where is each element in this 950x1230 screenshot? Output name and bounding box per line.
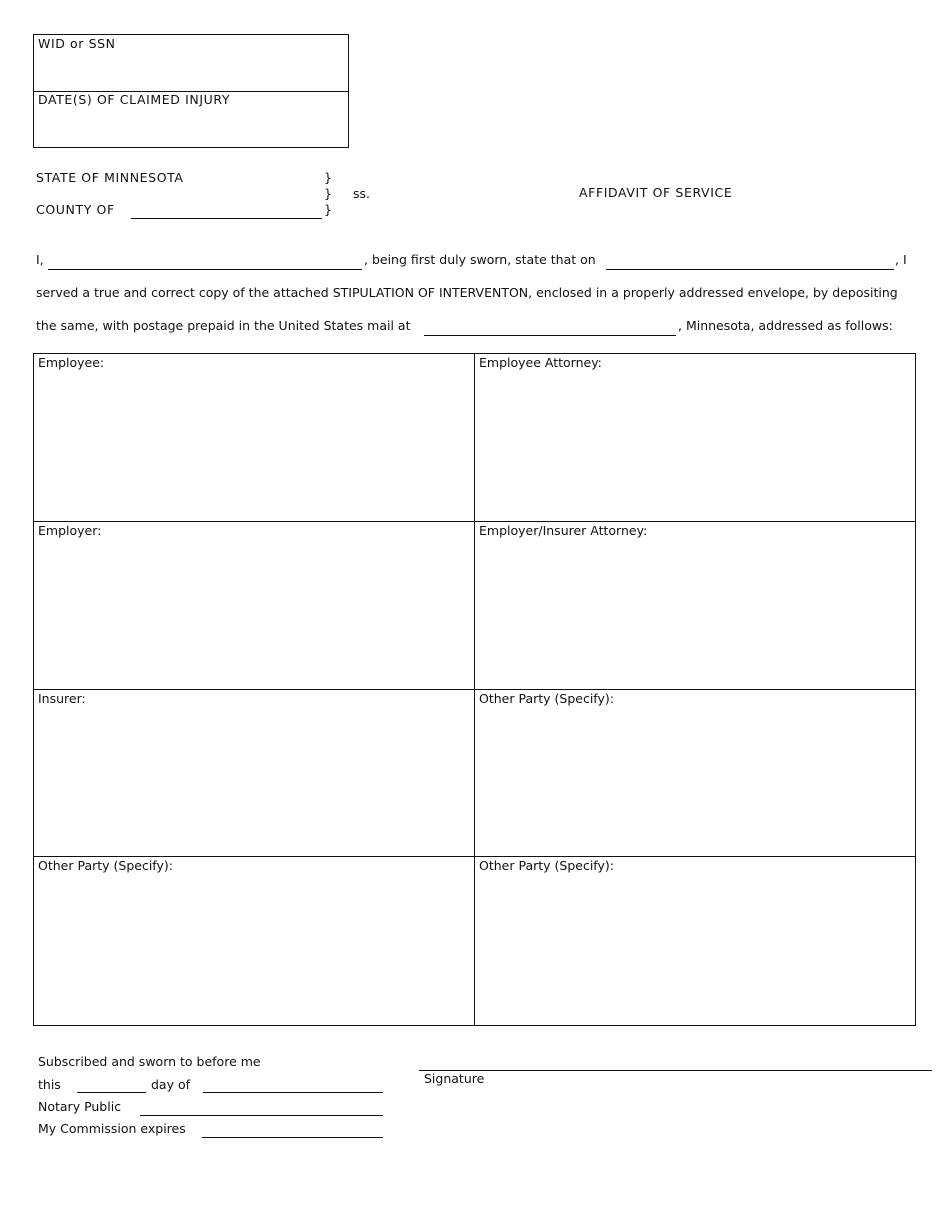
brace-3: } [324,202,332,217]
other-party-cell-2[interactable] [34,857,475,1025]
party-address-grid [33,353,916,1026]
wid-label: WID or SSN [38,36,116,51]
notary-public-field[interactable] [140,1115,383,1116]
body-line-2-rest: , enclosed in a properly addressed envelope, by depositing [528,285,898,300]
commission-label: My Commission expires [38,1121,186,1136]
employer-insurer-attorney-cell[interactable] [475,522,915,690]
document-name: STIPULATION OF INTERVENTON [332,285,529,300]
this-label: this [38,1077,61,1092]
service-date-field[interactable] [606,269,894,270]
mail-city-field[interactable] [424,335,676,336]
body-line-2 [36,285,898,300]
signature-label: Signature [424,1071,485,1086]
employer-cell[interactable] [34,522,475,690]
employee-attorney-cell[interactable] [475,354,915,522]
cell-label: Employee: [38,355,105,370]
wid-input[interactable] [34,52,346,88]
cell-label: Employer/Insurer Attorney: [479,522,648,538]
subscribed-text: Subscribed and sworn to before me [38,1054,261,1069]
notary-public-label: Notary Public [38,1099,122,1114]
document-title: AFFIDAVIT OF SERVICE [579,185,733,200]
body-line-3-rest: , Minnesota, addressed as follows: [678,318,893,333]
date-of-injury-input[interactable] [34,108,346,144]
cell-label: Other Party (Specify): [38,858,173,874]
sworn-text: , being first duly sworn, state that on [364,252,596,267]
cell-label: Employee Attorney: [479,355,602,370]
affiant-suffix: , I [895,252,907,267]
cell-label: Other Party (Specify): [479,858,614,874]
other-party-cell-3[interactable] [475,857,915,1025]
day-of-label: day of [151,1077,191,1092]
other-party-cell-1[interactable] [475,690,915,858]
cell-label: Other Party (Specify): [479,690,614,706]
affiant-name-field[interactable] [48,269,362,270]
county-field[interactable] [131,218,322,219]
day-field[interactable] [77,1092,146,1093]
month-year-field[interactable] [203,1092,383,1093]
ss-label: ss. [353,186,370,201]
signature-field[interactable] [419,1070,932,1071]
insurer-cell[interactable] [34,690,475,858]
commission-expires-field[interactable] [202,1137,383,1138]
body-line-2-start: served a true and correct copy of the attached [36,285,329,300]
affiant-prefix: I, [36,252,44,267]
brace-1: } [324,170,332,185]
cell-label: Employer: [38,522,102,538]
body-line-3: the same, with postage prepaid in the United States mail at [36,318,411,333]
brace-2: } [324,186,332,201]
state-label: STATE OF MINNESOTA [36,170,184,185]
employee-cell[interactable] [34,354,475,522]
county-label: COUNTY OF [36,202,115,217]
cell-label: Insurer: [38,690,86,706]
date-of-injury-label: DATE(S) OF CLAIMED INJURY [38,92,231,107]
